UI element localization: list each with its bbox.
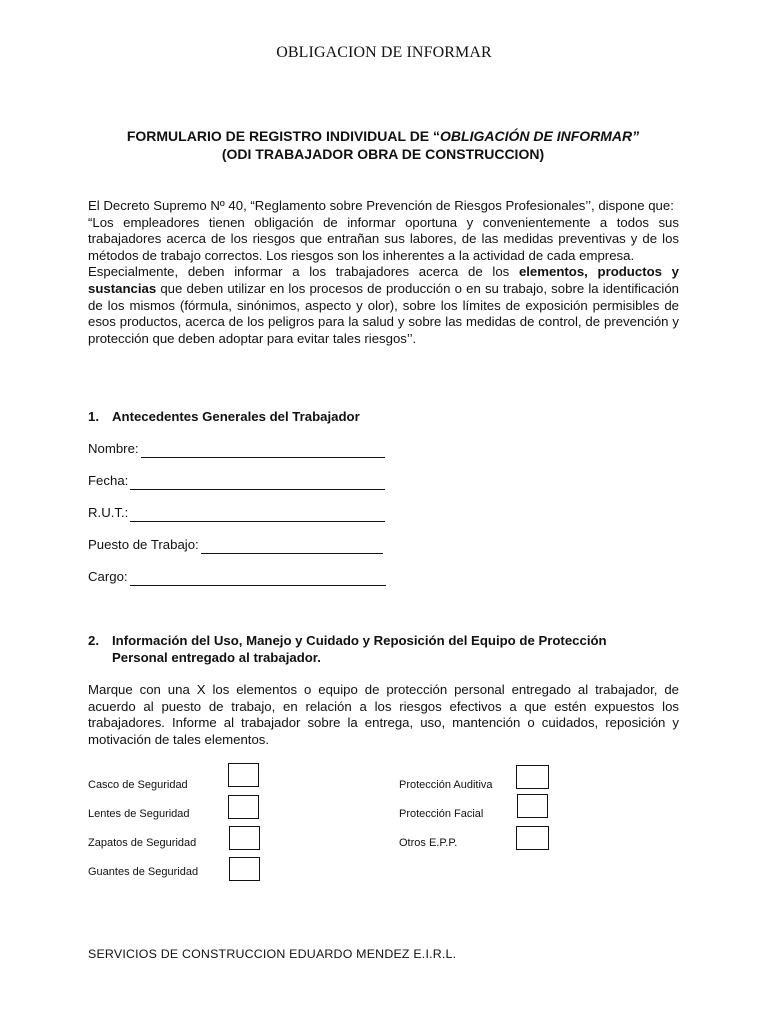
fecha-input-line[interactable] xyxy=(130,476,385,490)
fecha-label: Fecha: xyxy=(88,473,129,488)
epp-label-facial: Protección Facial xyxy=(399,808,484,820)
epp-label-zapatos: Zapatos de Seguridad xyxy=(88,837,197,849)
section-2-heading xyxy=(88,632,688,666)
intro-text xyxy=(88,198,679,347)
intro-paragraph-3 xyxy=(88,264,679,347)
otros-checkbox[interactable] xyxy=(516,826,549,850)
epp-label-auditiva: Protección Auditiva xyxy=(399,779,493,791)
form-title-prefix: FORMULARIO DE REGISTRO INDIVIDUAL DE “ xyxy=(126,128,441,144)
form-title-emphasis: OBLIGACIÓN DE INFORMAR” xyxy=(440,128,640,144)
nombre-label: Nombre: xyxy=(88,441,139,456)
cargo-label: Cargo: xyxy=(88,569,128,584)
puesto-input-line[interactable] xyxy=(201,540,383,554)
intro-p3-bold: elementos, productos y sustancias xyxy=(88,264,679,296)
rut-label: R.U.T.: xyxy=(88,505,129,520)
intro-p3-before: Especialmente, deben informar a los trabajadores acerca de los xyxy=(88,264,519,280)
section-1-title: Antecedentes Generales del Trabajador xyxy=(112,409,360,424)
epp-label-casco: Casco de Seguridad xyxy=(88,779,188,791)
facial-checkbox[interactable] xyxy=(517,794,548,818)
form-title-line2: (ODI TRABAJADOR OBRA DE CONSTRUCCION) xyxy=(221,146,545,162)
rut-input-line[interactable] xyxy=(130,508,385,522)
guantes-checkbox[interactable] xyxy=(229,857,260,881)
cargo-field[interactable] xyxy=(88,568,386,586)
fecha-field[interactable] xyxy=(88,472,385,490)
intro-paragraph-1: El Decreto Supremo Nº 40, “Reglamento sobre Prevención de Riesgos Profesionales’’, dispone que: xyxy=(88,198,674,213)
rut-field[interactable] xyxy=(88,504,385,522)
footer-company: SERVICIOS DE CONSTRUCCION EDUARDO MENDEZ E.I.R.L. xyxy=(88,947,457,961)
section-2-title-line2: Personal entregado al trabajador. xyxy=(112,650,321,665)
form-title xyxy=(88,127,678,163)
puesto-label: Puesto de Trabajo: xyxy=(88,537,199,552)
intro-paragraph-2: “Los empleadores tienen obligación de informar oportuna y convenientemente a todos sus trabajadores acerca de los riesgos que entrañan sus labores, de las medidas preventivas y de los métodos de trabajo correctos. Los riesgos son los inherentes a la actividad de cada empresa. xyxy=(88,214,679,263)
section-2-number: 2. xyxy=(88,633,99,648)
epp-label-otros: Otros E.P.P. xyxy=(399,837,458,849)
epp-label-guantes: Guantes de Seguridad xyxy=(88,866,199,878)
auditiva-checkbox[interactable] xyxy=(516,765,549,789)
section-2-instructions: Marque con una X los elementos o equipo de protección personal entregado al trabajador, de acuerdo al puesto de trabajo, en relación a los riesgos efectivos a que estén expuestos los trabajadores. Informe al trabajador sobre la entrega, uso, mantención o cuidados, reposición y motivación de tales elementos. xyxy=(88,682,679,747)
document-header: OBLIGACION DE INFORMAR xyxy=(276,44,492,61)
nombre-field[interactable] xyxy=(88,440,385,458)
intro-p3-after: que deben utilizar en los procesos de producción o en su trabajo, sobre la identificación de los mismos (fórmula, sinónimos, aspecto y olor), sobre los límites de exposición permisibles de esos productos, acerca de los peligros para la salud y sobre las medidas de control, de prevención y protección que deben adoptar para evitar tales riesgos’’. xyxy=(88,280,679,346)
epp-label-lentes: Lentes de Seguridad xyxy=(88,808,190,820)
nombre-input-line[interactable] xyxy=(141,444,385,458)
section-2-title-line1: Información del Uso, Manejo y Cuidado y Reposición del Equipo de Protección xyxy=(112,633,607,648)
section-1-heading xyxy=(88,408,360,425)
zapatos-checkbox[interactable] xyxy=(229,826,260,850)
cargo-input-line[interactable] xyxy=(130,572,386,586)
lentes-checkbox[interactable] xyxy=(228,795,259,819)
puesto-field[interactable] xyxy=(88,536,383,554)
section-1-number: 1. xyxy=(88,409,99,424)
casco-checkbox[interactable] xyxy=(228,763,259,787)
form-title-line1 xyxy=(88,127,678,145)
